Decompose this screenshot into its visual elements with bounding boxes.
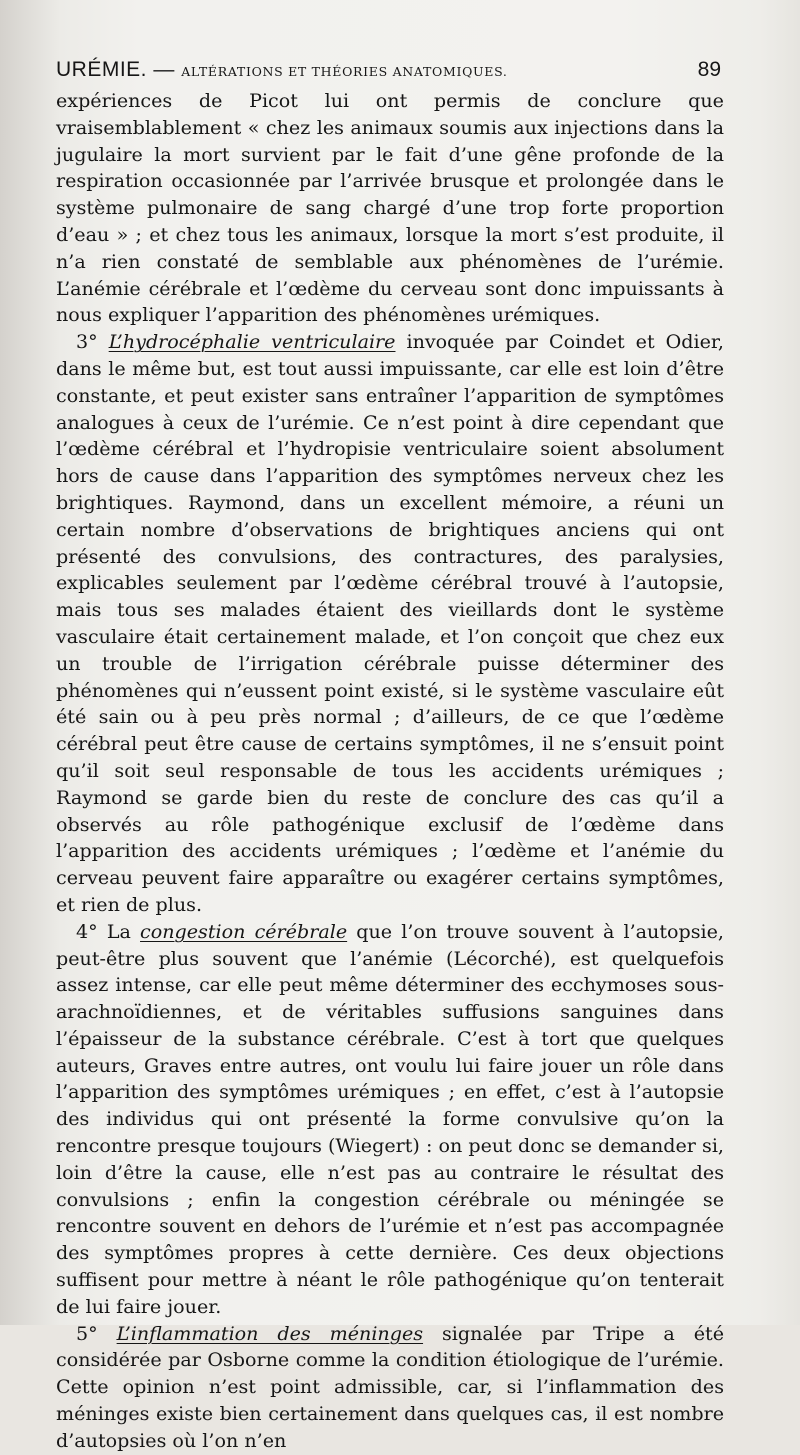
emphasized-term: L’inflammation des méninges (116, 1321, 424, 1345)
running-title-main: URÉMIE. — (56, 58, 182, 81)
paragraph-text: expériences de Picot lui ont permis de conclure que vraisemblablement « chez les animaux soumis aux injections dans la jugulaire la mort survient par le fait d’une gêne profonde de la respiration occasionnée par l’arrivée brusque et prolongée dans le système pulmonaire de sang chargé d’une trop forte proportion d’eau » ; et chez tous les animaux, lorsque la mort s’est produite, il n’a rien constaté de semblable aux phénomènes de l’urémie. L’anémie cérébrale et l’œdème du cerveau sont donc impuissants à nous expliquer l’apparition des phénomènes urémiques. (56, 89, 724, 327)
paragraph (56, 919, 724, 1321)
running-title-sub: ALTÉRATIONS ET THÉORIES ANATOMIQUES. (181, 64, 508, 79)
page-header (56, 58, 721, 88)
paragraph-text: 3° (76, 330, 109, 354)
paragraph (56, 88, 724, 329)
body-text (56, 88, 724, 1455)
paragraph-text: signalée par Tripe a été considérée par Osborne comme la condition étiologique de l’urémie. Cette opinion n’est point admissible, car, si l’inflammation des méninges existe bien certainement dans quelques cas, il est nombre d’autopsies où l’on n’en (56, 1321, 724, 1452)
paragraph-text: que l’on trouve souvent à l’autopsie, peut-être plus souvent que l’anémie (Lécorché), est quelquefois assez intense, car elle peut même déterminer des ecchymoses sous-arachnoïdiennes, et de véritables suffusions sanguines dans l’épaisseur de la substance cérébrale. C’est à tort que quelques auteurs, Graves entre autres, ont voulu lui faire jouer un rôle dans l’apparition des symptômes urémiques ; en effet, c’est à l’autopsie des individus qui ont présenté la forme convulsive qu’on la rencontre presque toujours (Wiegert) : on peut donc se demander si, loin d’être la cause, elle n’est pas au contraire le résultat des convulsions ; enfin la congestion cérébrale ou méningée se rencontre souvent en dehors de l’urémie et n’est pas accompagnée des symptômes propres à cette dernière. Ces deux objections suffisent pour mettre à néant le rôle pathogénique qu’on tenterait de lui faire jouer. (56, 919, 725, 1318)
emphasized-term: congestion cérébrale (140, 919, 348, 943)
running-title (56, 58, 508, 82)
paragraph-text: invoquée par Coindet et Odier, dans le même but, est tout aussi impuissante, car elle est loin d’être constante, et peut exister sans entraîner l’apparition de symptômes analogues à ceux de l’urémie. Ce n’est point à dire cependant que l’œdème cérébral et l’hydropisie ventriculaire soient absolument hors de cause dans l’apparition des symptômes nerveux chez les brightiques. Raymond, dans un excellent mémoire, a réuni un certain nombre d’observations de brightiques anciens qui ont présenté des convulsions, des contractures, des paralysies, explicables seulement par l’œdème cérébral trouvé à l’autopsie, mais tous ses malades étaient des vieillards dont le système vasculaire était certainement malade, et l’on conçoit que chez eux un trouble de l’irrigation cérébrale puisse déterminer des phénomènes qui n’eussent point existé, si le système vasculaire eût été sain ou à peu près normal ; d’ailleurs, de ce que l’œdème cérébral peut être cause de certains symptômes, il ne s’ensuit point qu’il soit seul responsable de tous les accidents urémiques ; Raymond se garde bien du reste de conclure des cas qu’il a observés au rôle pathogénique exclusif de l’œdème dans l’apparition des accidents urémiques ; l’œdème et l’anémie du cerveau peuvent faire apparaître ou exagérer certains symptômes, et rien de plus. (56, 330, 724, 916)
page-number: 89 (697, 58, 721, 81)
paragraph (56, 329, 724, 919)
emphasized-term: L’hydrocéphalie ventriculaire (108, 330, 396, 354)
paragraph (56, 1321, 724, 1455)
paragraph-text: 4° La (76, 919, 141, 943)
paragraph-text: 5° (76, 1321, 117, 1345)
